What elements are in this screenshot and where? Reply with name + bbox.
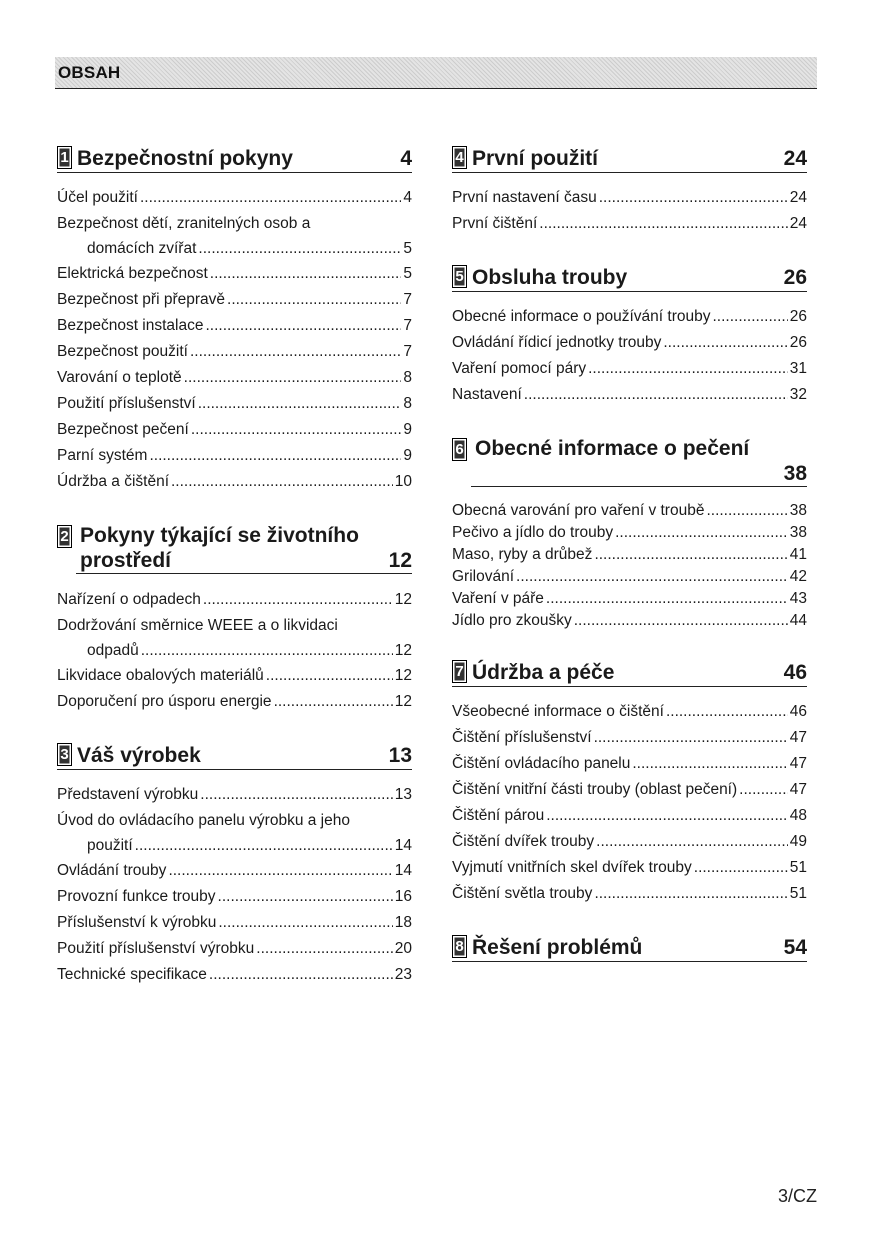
toc-entry[interactable] bbox=[452, 588, 807, 610]
toc-entry-text: Bezpečnost při přepravě bbox=[57, 291, 226, 308]
dot-leader bbox=[198, 391, 402, 417]
toc-entry-text: Grilování bbox=[452, 568, 515, 585]
section-page-number: 26 bbox=[783, 266, 807, 289]
toc-entry[interactable] bbox=[452, 356, 807, 382]
toc-section bbox=[452, 935, 807, 962]
dot-leader bbox=[218, 884, 393, 910]
toc-entry-page: 47 bbox=[789, 729, 807, 746]
section-heading[interactable] bbox=[452, 146, 807, 173]
dot-leader bbox=[588, 356, 788, 382]
dot-leader bbox=[149, 443, 401, 469]
toc-entry[interactable] bbox=[57, 808, 412, 858]
toc-entry-text: Jídlo pro zkoušky bbox=[452, 612, 572, 629]
toc-entry-text: Příslušenství k výrobku bbox=[57, 914, 217, 931]
toc-entry-page: 20 bbox=[394, 940, 412, 957]
toc-entry[interactable] bbox=[452, 803, 807, 829]
section-number-badge: 6 bbox=[452, 438, 467, 461]
toc-entry-page: 12 bbox=[394, 667, 412, 684]
toc-entry-page: 7 bbox=[403, 291, 412, 308]
toc-entry-text: Elektrická bezpečnost bbox=[57, 265, 208, 282]
section-title-line2 bbox=[76, 548, 412, 574]
toc-entry[interactable] bbox=[57, 689, 412, 715]
toc-entry-page: 8 bbox=[403, 369, 412, 386]
dot-leader bbox=[227, 287, 401, 313]
toc-entry-text: Bezpečnost použití bbox=[57, 343, 188, 360]
toc-entry-text-continued: použití bbox=[87, 837, 133, 854]
section-number-badge: 4 bbox=[452, 146, 467, 169]
toc-entry[interactable] bbox=[57, 417, 412, 443]
toc-entry-page: 12 bbox=[394, 693, 412, 710]
section-heading[interactable] bbox=[57, 743, 412, 770]
toc-entry[interactable] bbox=[57, 365, 412, 391]
toc-entry-text: Obecná varování pro vaření v troubě bbox=[452, 502, 705, 519]
toc-entry[interactable] bbox=[452, 544, 807, 566]
toc-section bbox=[452, 660, 807, 907]
toc-entry[interactable] bbox=[452, 500, 807, 522]
toc-entry-text: První nastavení času bbox=[452, 189, 597, 206]
toc-entry[interactable] bbox=[57, 313, 412, 339]
toc-entry[interactable] bbox=[57, 185, 412, 211]
toc-entry[interactable] bbox=[452, 881, 807, 907]
section-number-badge: 7 bbox=[452, 660, 467, 683]
toc-entry-text: Technické specifikace bbox=[57, 966, 207, 983]
toc-section bbox=[452, 265, 807, 408]
toc-entry-page: 12 bbox=[394, 591, 412, 608]
dot-leader bbox=[209, 962, 393, 988]
toc-entry[interactable] bbox=[57, 211, 412, 261]
dot-leader bbox=[203, 587, 393, 613]
dot-leader bbox=[666, 699, 788, 725]
toc-entry[interactable] bbox=[57, 391, 412, 417]
toc-entry[interactable] bbox=[57, 663, 412, 689]
dot-leader bbox=[596, 829, 788, 855]
section-number-badge: 8 bbox=[452, 935, 467, 958]
toc-entry-text: Vaření pomocí páry bbox=[452, 360, 587, 377]
dot-leader bbox=[694, 855, 788, 881]
toc-entry-page: 16 bbox=[394, 888, 412, 905]
toc-entry-page: 4 bbox=[403, 189, 412, 206]
contents-title: OBSAH bbox=[58, 63, 121, 82]
toc-entry-page: 44 bbox=[789, 612, 807, 629]
toc-entry[interactable] bbox=[57, 884, 412, 910]
toc-entry-text: Čištění dvířek trouby bbox=[452, 833, 595, 850]
dot-leader bbox=[210, 261, 402, 287]
toc-entry-page: 42 bbox=[789, 568, 807, 585]
toc-entry[interactable] bbox=[57, 962, 412, 988]
dot-leader bbox=[594, 881, 787, 907]
toc-entry[interactable] bbox=[57, 910, 412, 936]
section-page-number: 38 bbox=[783, 462, 807, 485]
section-title: Obsluha trouby bbox=[472, 266, 628, 289]
toc-entry-page: 31 bbox=[789, 360, 807, 377]
section-title-continued: prostředí bbox=[80, 549, 172, 572]
dot-leader bbox=[615, 522, 788, 544]
toc-entry-page: 7 bbox=[403, 317, 412, 334]
toc-entry-page: 38 bbox=[789, 502, 807, 519]
section-heading[interactable] bbox=[452, 660, 807, 687]
section-heading[interactable] bbox=[452, 436, 807, 488]
toc-entry-text: Představení výrobku bbox=[57, 786, 199, 803]
dot-leader bbox=[266, 663, 393, 689]
toc-entry[interactable] bbox=[452, 211, 807, 237]
toc-entry-page: 47 bbox=[789, 781, 807, 798]
toc-entry[interactable] bbox=[57, 587, 412, 613]
toc-entry-page: 26 bbox=[789, 308, 807, 325]
dot-leader bbox=[168, 858, 392, 884]
toc-entry-text: Úvod do ovládacího panelu výrobku a jeho bbox=[57, 812, 350, 829]
toc-entry-page: 47 bbox=[789, 755, 807, 772]
section-title: Pokyny týkající se životního bbox=[80, 524, 359, 547]
toc-entry[interactable] bbox=[452, 855, 807, 881]
toc-entry-page: 43 bbox=[789, 590, 807, 607]
dot-leader bbox=[171, 469, 393, 495]
toc-entry-page: 24 bbox=[789, 189, 807, 206]
toc-entry[interactable] bbox=[452, 777, 807, 803]
toc-entry-text: Maso, ryby a drůbež bbox=[452, 546, 593, 563]
toc-entry-text: Bezpečnost dětí, zranitelných osob a bbox=[57, 215, 311, 232]
toc-entry-page: 9 bbox=[403, 421, 412, 438]
section-page-number: 12 bbox=[388, 549, 412, 572]
dot-leader bbox=[524, 382, 788, 408]
dot-leader bbox=[539, 211, 787, 237]
toc-entry-text: Doporučení pro úsporu energie bbox=[57, 693, 272, 710]
toc-entry-text: Čištění párou bbox=[452, 807, 545, 824]
toc-entry-text: Bezpečnost pečení bbox=[57, 421, 189, 438]
dot-leader bbox=[191, 417, 402, 443]
toc-left-column bbox=[57, 146, 412, 1016]
toc-entry-continuation bbox=[57, 834, 412, 858]
toc-entry[interactable] bbox=[452, 751, 807, 777]
toc-entry-text: Vaření v páře bbox=[452, 590, 544, 607]
dot-leader bbox=[198, 237, 401, 261]
toc-entry[interactable] bbox=[452, 522, 807, 544]
toc-entry-text: Údržba a čištění bbox=[57, 473, 169, 490]
toc-entry-text: Použití příslušenství bbox=[57, 395, 196, 412]
toc-entry[interactable] bbox=[57, 261, 412, 287]
section-heading[interactable] bbox=[452, 935, 807, 962]
dot-leader bbox=[546, 803, 788, 829]
toc-entry-text: Bezpečnost instalace bbox=[57, 317, 204, 334]
dot-leader bbox=[739, 777, 788, 803]
section-number-badge: 1 bbox=[57, 146, 72, 169]
toc-right-column bbox=[452, 146, 807, 990]
toc-entry-continuation bbox=[57, 639, 412, 663]
section-page-number: 54 bbox=[783, 936, 807, 959]
dot-leader bbox=[190, 339, 401, 365]
toc-section bbox=[57, 146, 412, 495]
toc-entry-text: Nastavení bbox=[452, 386, 522, 403]
toc-entry[interactable] bbox=[452, 699, 807, 725]
toc-entry[interactable] bbox=[452, 725, 807, 751]
page-number: 3/CZ bbox=[777, 1186, 817, 1206]
dot-leader bbox=[141, 639, 393, 663]
toc-entry-text: Nařízení o odpadech bbox=[57, 591, 201, 608]
section-title-line2 bbox=[471, 461, 807, 487]
toc-entry-page: 5 bbox=[403, 265, 412, 282]
toc-entry-text: Použití příslušenství výrobku bbox=[57, 940, 255, 957]
toc-entry-text-continued: odpadů bbox=[87, 642, 139, 659]
dot-leader bbox=[574, 610, 788, 632]
toc-entry-page: 5 bbox=[403, 240, 412, 257]
toc-entry-page: 41 bbox=[789, 546, 807, 563]
dot-leader bbox=[712, 304, 787, 330]
toc-section bbox=[57, 523, 412, 715]
toc-entry-text: Čištění vnitřní části trouby (oblast pečení) bbox=[452, 781, 738, 798]
toc-entry-page: 14 bbox=[394, 837, 412, 854]
toc-entry[interactable] bbox=[452, 330, 807, 356]
section-page-number: 13 bbox=[388, 744, 412, 767]
dot-leader bbox=[632, 751, 787, 777]
toc-entry-text: Pečivo a jídlo do trouby bbox=[452, 524, 614, 541]
toc-entry-page: 24 bbox=[789, 215, 807, 232]
toc-section bbox=[452, 146, 807, 237]
toc-entry-text: První čištění bbox=[452, 215, 538, 232]
dot-leader bbox=[516, 566, 788, 588]
toc-entry-page: 13 bbox=[394, 786, 412, 803]
toc-entry[interactable] bbox=[57, 339, 412, 365]
section-number-badge: 3 bbox=[57, 743, 72, 766]
section-heading[interactable] bbox=[57, 523, 412, 575]
toc-entry-text: Účel použití bbox=[57, 189, 138, 206]
toc-entry[interactable] bbox=[57, 858, 412, 884]
toc-section bbox=[57, 743, 412, 988]
toc-entry[interactable] bbox=[452, 304, 807, 330]
dot-leader bbox=[546, 588, 788, 610]
section-title: Obecné informace o pečení bbox=[475, 437, 750, 460]
toc-entry-page: 32 bbox=[789, 386, 807, 403]
section-title: První použití bbox=[472, 147, 598, 170]
toc-entry[interactable] bbox=[57, 287, 412, 313]
toc-entry[interactable] bbox=[452, 566, 807, 588]
toc-entry[interactable] bbox=[452, 185, 807, 211]
toc-entry-page: 46 bbox=[789, 703, 807, 720]
section-title: Bezpečnostní pokyny bbox=[77, 147, 293, 170]
toc-entry-page: 26 bbox=[789, 334, 807, 351]
toc-entry-page: 18 bbox=[394, 914, 412, 931]
toc-entry-text: Ovládání řídicí jednotky trouby bbox=[452, 334, 662, 351]
toc-section bbox=[452, 436, 807, 632]
dot-leader bbox=[135, 834, 393, 858]
toc-entry-page: 12 bbox=[394, 642, 412, 659]
dot-leader bbox=[140, 185, 401, 211]
toc-entry-text: Čištění ovládacího panelu bbox=[452, 755, 631, 772]
section-page-number: 46 bbox=[783, 661, 807, 684]
dot-leader bbox=[599, 185, 788, 211]
toc-entry-page: 9 bbox=[403, 447, 412, 464]
toc-entry[interactable] bbox=[57, 936, 412, 962]
section-title: Váš výrobek bbox=[77, 744, 201, 767]
toc-entry[interactable] bbox=[452, 610, 807, 632]
toc-entry-page: 10 bbox=[394, 473, 412, 490]
dot-leader bbox=[218, 910, 392, 936]
toc-entry[interactable] bbox=[452, 829, 807, 855]
toc-entry-text: Čištění příslušenství bbox=[452, 729, 592, 746]
toc-entry-page: 38 bbox=[789, 524, 807, 541]
toc-entry-text: Dodržování směrnice WEEE a o likvidaci bbox=[57, 617, 338, 634]
toc-entry-page: 51 bbox=[789, 885, 807, 902]
section-page-number: 4 bbox=[400, 147, 412, 170]
toc-entry-page: 8 bbox=[403, 395, 412, 412]
toc-entry-text: Vyjmutí vnitřních skel dvířek trouby bbox=[452, 859, 692, 876]
toc-entry-text: Parní systém bbox=[57, 447, 148, 464]
toc-entry-text: Provozní funkce trouby bbox=[57, 888, 216, 905]
toc-entry-page: 48 bbox=[789, 807, 807, 824]
dot-leader bbox=[184, 365, 402, 391]
toc-entry-text: Ovládání trouby bbox=[57, 862, 167, 879]
toc-entry-text: Varování o teplotě bbox=[57, 369, 182, 386]
section-page-number: 24 bbox=[783, 147, 807, 170]
toc-entry[interactable] bbox=[452, 382, 807, 408]
toc-entry[interactable] bbox=[57, 469, 412, 495]
section-title: Řešení problémů bbox=[472, 936, 643, 959]
toc-entry-page: 14 bbox=[394, 862, 412, 879]
toc-entry-page: 23 bbox=[394, 966, 412, 983]
toc-entry-text: Likvidace obalových materiálů bbox=[57, 667, 264, 684]
toc-entry[interactable] bbox=[57, 613, 412, 663]
section-heading[interactable] bbox=[452, 265, 807, 292]
toc-entry-page: 49 bbox=[789, 833, 807, 850]
dot-leader bbox=[200, 782, 392, 808]
toc-entry-page: 7 bbox=[403, 343, 412, 360]
toc-entry[interactable] bbox=[57, 782, 412, 808]
dot-leader bbox=[706, 500, 787, 522]
toc-entry-page: 51 bbox=[789, 859, 807, 876]
dot-leader bbox=[594, 544, 787, 566]
dot-leader bbox=[663, 330, 787, 356]
section-heading[interactable] bbox=[57, 146, 412, 173]
toc-entry-text-continued: domácích zvířat bbox=[87, 240, 197, 257]
toc-entry[interactable] bbox=[57, 443, 412, 469]
section-number-badge: 2 bbox=[57, 525, 72, 548]
dot-leader bbox=[205, 313, 401, 339]
dot-leader bbox=[594, 725, 788, 751]
toc-entry-text: Obecné informace o používání trouby bbox=[452, 308, 711, 325]
toc-entry-text: Čištění světla trouby bbox=[452, 885, 593, 902]
dot-leader bbox=[256, 936, 392, 962]
toc-entry-continuation bbox=[57, 237, 412, 261]
section-number-badge: 5 bbox=[452, 265, 467, 288]
toc-entry-text: Všeobecné informace o čištění bbox=[452, 703, 664, 720]
contents-header-bar bbox=[55, 57, 817, 89]
section-title: Údržba a péče bbox=[472, 661, 615, 684]
dot-leader bbox=[274, 689, 393, 715]
